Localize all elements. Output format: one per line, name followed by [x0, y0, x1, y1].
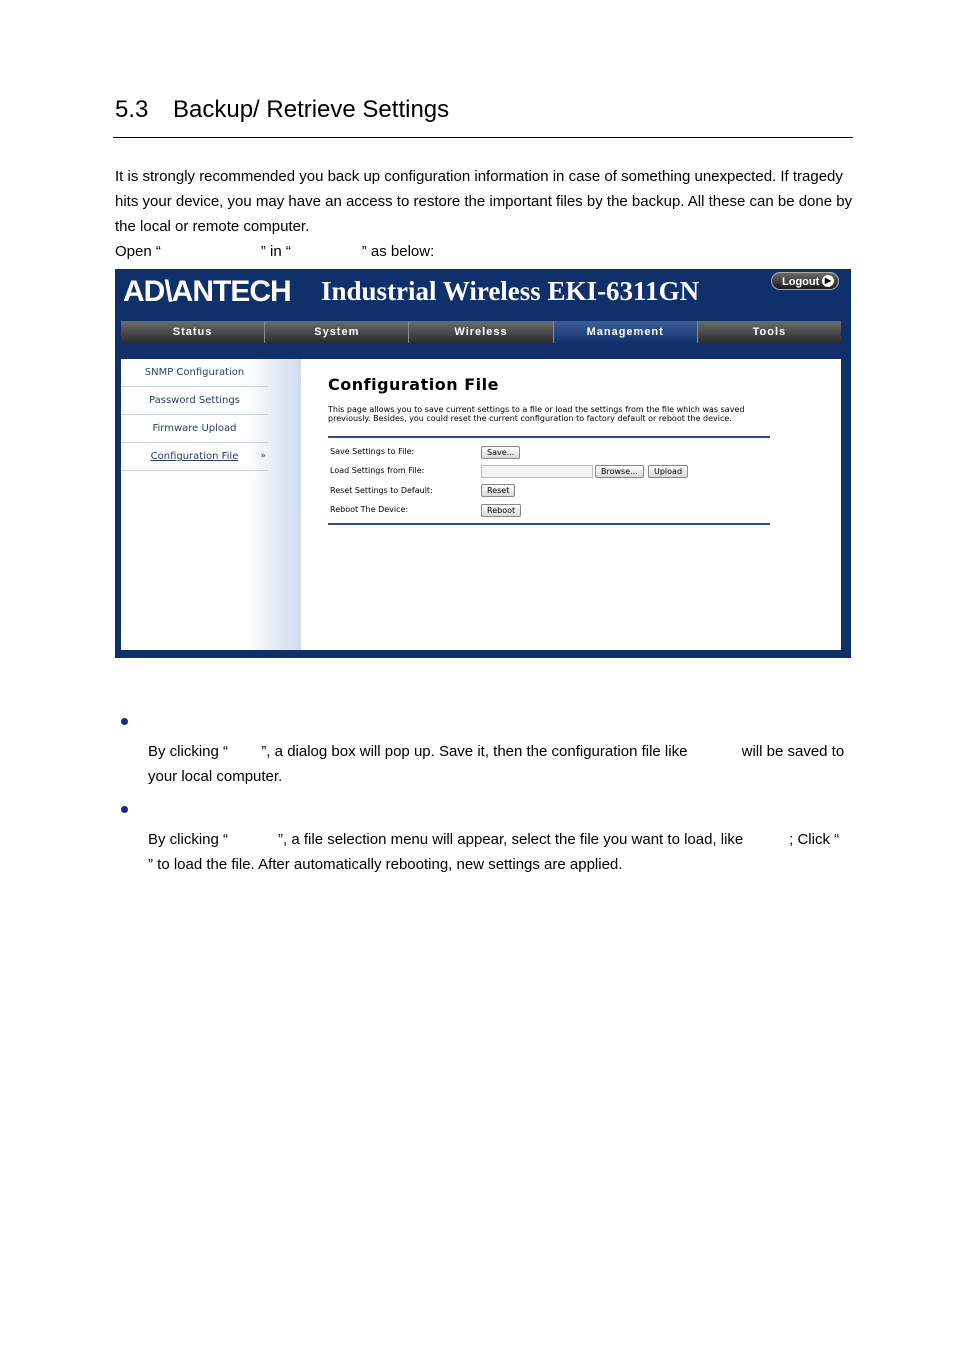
main-nav — [121, 321, 841, 343]
reboot-button[interactable]: Reboot — [481, 504, 521, 517]
section-title: Backup/ Retrieve Settings — [173, 96, 450, 123]
logout-button[interactable] — [771, 272, 839, 290]
file-path-input[interactable] — [481, 465, 593, 478]
save-button[interactable]: Save... — [481, 446, 520, 459]
tab-management[interactable]: Management — [554, 321, 698, 343]
section-number: 5.3 — [115, 96, 149, 123]
tab-wireless[interactable]: Wireless — [409, 321, 553, 343]
sidebar-item-snmp[interactable]: SNMP Configuration — [121, 359, 268, 387]
arrow-right-icon: ▶ — [822, 275, 834, 287]
top-divider — [328, 436, 770, 438]
web-ui-screenshot — [115, 269, 851, 658]
browse-button[interactable]: Browse... — [595, 465, 644, 478]
save-settings-label: Save Settings to File: — [330, 447, 415, 456]
bullet-icon — [121, 806, 128, 813]
double-chevron-icon: » — [260, 451, 266, 461]
intro-paragraph: It is strongly recommended you back up configuration information in case of something unexpected. If tragedy hits your device, you may have an access to restore the important files by the backup. All these can be done by the local or remote computer. — [115, 168, 853, 235]
load-instruction: By clicking “ ”, a file selection menu will appear, select the file you want to load, like ; Click “ ” to load the file. After automatically rebooting, new settings are applied. — [148, 831, 890, 873]
sidebar-item-configuration-file[interactable] — [121, 443, 268, 471]
sidebar-item-label: Configuration File — [150, 451, 239, 462]
page-description: This page allows you to save current settings to a file or load the settings from the file which was saved previously. Besides, you could reset the current configuration to factory default or reboot the device. — [328, 405, 745, 423]
bullet-icon — [121, 718, 128, 725]
sidebar-item-firmware[interactable]: Firmware Upload — [121, 415, 268, 443]
tab-status[interactable]: Status — [121, 321, 265, 343]
reset-button[interactable]: Reset — [481, 484, 515, 497]
config-main — [328, 359, 778, 650]
load-settings-label: Load Settings from File: — [330, 466, 425, 475]
sidebar-item-password[interactable]: Password Settings — [121, 387, 268, 415]
upload-button[interactable]: Upload — [648, 465, 688, 478]
logout-label: Logout — [782, 276, 820, 288]
tab-tools[interactable]: Tools — [698, 321, 841, 343]
open-instruction: Open “ ” in “ ” as below: — [115, 243, 435, 260]
heading-rule — [113, 137, 853, 138]
product-title: Industrial Wireless EKI-6311GN — [321, 276, 700, 306]
sidebar — [121, 359, 301, 650]
reset-settings-label: Reset Settings to Default: — [330, 486, 433, 495]
app-header — [115, 269, 851, 319]
page-title: Configuration File — [328, 375, 499, 394]
bottom-divider — [328, 523, 770, 525]
save-instruction: By clicking “ ”, a dialog box will pop up. Save it, then the configuration file like will be saved to your local computer. — [148, 743, 849, 785]
content-panel — [121, 359, 841, 650]
advantech-logo: AD\ANTECH — [123, 275, 291, 308]
reboot-label: Reboot The Device: — [330, 505, 409, 514]
tab-system[interactable]: System — [265, 321, 409, 343]
section-heading — [115, 96, 449, 124]
